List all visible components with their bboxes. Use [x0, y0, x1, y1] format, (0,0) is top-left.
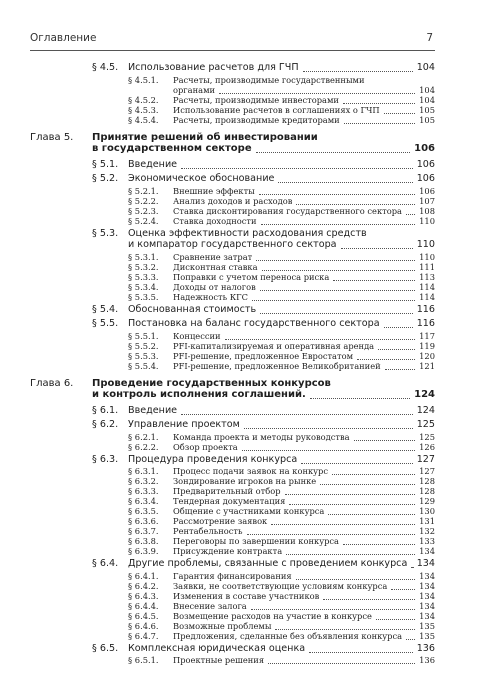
section-title: Управление проектом	[128, 419, 240, 430]
subsection-page: 104	[419, 84, 435, 95]
subsection-page: 130	[419, 506, 435, 516]
dot-leader	[323, 590, 415, 600]
subsection-title: Поправки с учетом переноса риска	[173, 271, 330, 282]
dot-leader	[411, 558, 413, 568]
subsection-number: § 6.4.1.	[128, 570, 159, 581]
section-title: Обоснованная стоимость	[128, 303, 257, 315]
subsection-number: § 6.3.7.	[128, 526, 159, 536]
chapter-number: Глава 6.	[30, 377, 74, 389]
section-title: Использование расчетов для ГЧП	[128, 62, 299, 73]
section-number: § 5.4.	[92, 303, 119, 315]
dot-leader	[289, 495, 415, 505]
section-row	[0, 419, 435, 431]
section-row	[0, 239, 435, 251]
subsection-number: § 5.2.1.	[128, 185, 159, 196]
subsection-title: Ставка доходности	[173, 215, 257, 226]
subsection-page: 104	[419, 94, 435, 105]
dot-leader	[333, 271, 415, 281]
section-row	[0, 304, 435, 316]
section-title: Оценка эффективности расходования средств	[128, 227, 367, 239]
subsection-row	[0, 114, 435, 126]
subsection-number: § 5.3.2.	[128, 261, 159, 272]
dot-leader	[252, 291, 415, 301]
dot-leader	[247, 525, 415, 535]
dot-leader	[260, 281, 415, 291]
section-page: 125	[416, 419, 435, 430]
section-title: Другие проблемы, связанные с проведением конкурса	[128, 558, 408, 569]
subsection-number: § 6.4.4.	[128, 600, 159, 611]
subsection-title: Анализ доходов и расходов	[173, 195, 293, 206]
chapter-title: Проведение государственных конкурсов	[92, 377, 331, 389]
dot-leader	[406, 630, 415, 640]
subsection-number: § 5.2.2.	[128, 195, 159, 206]
subsection-title: PFI-капитализируемая и оперативная аренда	[173, 340, 375, 351]
section-title: и компаратор государственного сектора	[128, 239, 337, 250]
section-number: § 6.4.	[92, 558, 119, 569]
section-row	[0, 62, 435, 74]
subsection-title: Заявки, не соответствующие условиям конкурса	[173, 580, 388, 591]
dot-leader	[385, 360, 415, 370]
subsection-number: § 5.3.3.	[128, 271, 159, 282]
subsection-title: PFI-решение, предложенное Великобританией	[173, 360, 381, 371]
dot-leader	[181, 405, 413, 415]
running-header-title: Оглавление	[30, 32, 97, 44]
dot-leader	[296, 570, 415, 580]
subsection-page: 135	[419, 630, 435, 641]
subsection-page: 128	[419, 476, 435, 486]
subsection-page: 111	[419, 261, 435, 272]
section-number: § 6.5.	[92, 642, 119, 654]
section-page: 116	[416, 318, 435, 329]
subsection-number: § 6.3.1.	[128, 466, 159, 476]
subsection-number: § 5.3.5.	[128, 291, 159, 302]
subsection-number: § 6.3.5.	[128, 506, 159, 516]
subsection-page: 132	[419, 526, 435, 536]
dot-leader	[354, 431, 415, 441]
subsection-page: 128	[419, 486, 435, 496]
chapter-row	[0, 378, 435, 390]
section-page: 124	[416, 404, 435, 416]
subsection-title: Команда проекта и методы руководства	[173, 431, 350, 442]
subsection-page: 136	[419, 655, 435, 665]
subsection-number: § 6.4.5.	[128, 610, 159, 621]
dot-leader	[262, 261, 415, 271]
section-row	[0, 454, 435, 466]
section-title: Постановка на баланс государственного сектора	[128, 318, 380, 329]
subsection-number: § 5.3.4.	[128, 281, 159, 292]
section-number: § 6.1.	[92, 404, 119, 416]
section-row	[0, 558, 435, 570]
subsection-number: § 4.5.3.	[128, 104, 159, 115]
subsection-page: 134	[419, 570, 435, 581]
subsection-number: § 6.3.8.	[128, 536, 159, 546]
subsection-row	[0, 630, 435, 642]
subsection-number: § 6.3.9.	[128, 546, 159, 556]
subsection-title: Зондирование игроков на рынке	[173, 476, 317, 486]
dot-leader	[406, 205, 415, 215]
subsection-number: § 4.5.2.	[128, 94, 159, 105]
subsection-title: Переговоры по завершении конкурса	[173, 536, 339, 546]
subsection-title: PFI-решение, предложенное Евростатом	[173, 350, 354, 361]
subsection-page: 110	[419, 251, 435, 262]
subsection-page: 110	[419, 215, 435, 226]
subsection-title: Концессии	[173, 330, 221, 341]
section-page: 106	[416, 173, 435, 184]
section-page: 104	[416, 62, 435, 73]
subsection-number: § 5.3.1.	[128, 251, 159, 262]
subsection-number: § 5.5.1.	[128, 330, 159, 341]
dot-leader	[181, 159, 413, 169]
section-page: 110	[416, 239, 435, 250]
subsection-row	[0, 654, 435, 666]
section-title: Введение	[128, 404, 178, 416]
subsection-title: Внесение залога	[173, 600, 247, 611]
subsection-number: § 5.5.3.	[128, 350, 159, 361]
dot-leader	[242, 441, 415, 451]
section-page: 136	[416, 642, 435, 654]
chapter-title: и контроль исполнения соглашений.	[92, 389, 306, 400]
section-row	[0, 228, 435, 240]
subsection-title: Возможные проблемы	[173, 620, 272, 631]
dot-leader	[256, 143, 410, 153]
subsection-title: Сравнение затрат	[173, 251, 253, 262]
subsection-title: Общение с участниками конкурса	[173, 506, 325, 516]
dot-leader	[384, 104, 415, 114]
dot-leader	[285, 485, 415, 495]
subsection-page: 134	[419, 600, 435, 611]
dot-leader	[328, 505, 415, 515]
dot-leader	[343, 535, 415, 545]
dot-leader	[391, 580, 415, 590]
section-number: § 5.5.	[92, 318, 119, 329]
chapter-number: Глава 5.	[30, 131, 74, 143]
section-row	[0, 318, 435, 330]
subsection-title: Тендерная документация	[173, 496, 286, 506]
subsection-number: § 5.2.4.	[128, 215, 159, 226]
subsection-number: § 5.2.3.	[128, 205, 159, 216]
chapter-page: 106	[414, 143, 435, 154]
section-row	[0, 643, 435, 655]
subsection-page: 134	[419, 580, 435, 591]
subsection-page: 119	[419, 340, 435, 351]
dot-leader	[301, 454, 413, 464]
subsection-page: 113	[419, 271, 435, 282]
section-number: § 4.5.	[92, 62, 119, 73]
subsection-title: Гарантия финансирования	[173, 570, 292, 581]
subsection-number: § 4.5.1.	[128, 74, 159, 85]
subsection-title: Рентабельность	[173, 526, 243, 536]
dot-leader	[275, 620, 415, 630]
dot-leader	[251, 600, 415, 610]
section-number: § 6.3.	[92, 453, 119, 465]
section-page: 116	[416, 303, 435, 315]
chapter-row	[0, 143, 435, 155]
subsection-number: § 6.3.6.	[128, 516, 159, 526]
dot-leader	[219, 84, 415, 94]
section-page: 106	[416, 158, 435, 170]
subsection-title: Присуждение контракта	[173, 546, 283, 556]
dot-leader	[357, 350, 415, 360]
subsection-number: § 6.4.3.	[128, 590, 159, 601]
dot-leader	[332, 465, 415, 475]
dot-leader	[259, 185, 415, 195]
dot-leader	[341, 239, 413, 249]
subsection-page: 117	[419, 330, 435, 341]
subsection-page: 134	[419, 610, 435, 621]
chapter-page: 124	[414, 389, 435, 400]
subsection-number: § 6.5.1.	[128, 655, 159, 665]
subsection-page: 105	[419, 104, 435, 115]
dot-leader	[320, 475, 415, 485]
subsection-page: 127	[419, 466, 435, 476]
subsection-title: Внешние эффекты	[173, 185, 255, 196]
dot-leader	[343, 94, 415, 104]
subsection-page: 133	[419, 536, 435, 546]
subsection-page: 126	[419, 441, 435, 452]
dot-leader	[296, 195, 415, 205]
section-row	[0, 159, 435, 171]
section-title: Экономическое обоснование	[128, 173, 275, 184]
subsection-page: 120	[419, 350, 435, 361]
subsection-page: 106	[419, 185, 435, 196]
subsection-number: § 6.4.6.	[128, 620, 159, 631]
dot-leader	[303, 62, 413, 72]
dot-leader	[384, 318, 413, 328]
subsection-page: 135	[419, 620, 435, 631]
subsection-title: Доходы от налогов	[173, 281, 256, 292]
dot-leader	[278, 173, 413, 183]
chapter-title: в государственном секторе	[92, 143, 252, 154]
subsection-title: Дисконтная ставка	[173, 261, 258, 272]
subsection-title: Использование расчетов в соглашениях о ГЧП	[173, 104, 380, 115]
subsection-page: 129	[419, 496, 435, 506]
subsection-page: 108	[419, 205, 435, 216]
section-title: Введение	[128, 158, 178, 170]
dot-leader	[310, 389, 410, 399]
chapter-row	[0, 132, 435, 144]
subsection-number: § 5.5.4.	[128, 360, 159, 371]
subsection-title: органами	[173, 84, 216, 95]
dot-leader	[260, 304, 413, 314]
subsection-page: 134	[419, 546, 435, 556]
subsection-row	[0, 215, 435, 227]
subsection-number: § 6.4.7.	[128, 630, 159, 641]
subsection-number: § 6.2.1.	[128, 431, 159, 442]
page-number: 7	[426, 32, 433, 44]
subsection-title: Расчеты, производимые кредиторами	[173, 114, 340, 125]
subsection-row	[0, 441, 435, 453]
section-page: 127	[416, 453, 435, 465]
subsection-row	[0, 360, 435, 372]
dot-leader	[261, 215, 415, 225]
subsection-title: Надежность КГС	[173, 291, 249, 302]
dot-leader	[344, 114, 415, 124]
dot-leader	[271, 515, 415, 525]
section-number: § 6.2.	[92, 419, 119, 430]
subsection-page: 105	[419, 114, 435, 125]
section-row	[0, 405, 435, 417]
dot-leader	[244, 419, 413, 429]
subsection-page: 107	[419, 195, 435, 206]
subsection-title: Ставка дисконтирования государственного сектора	[173, 205, 402, 216]
dot-leader	[225, 330, 415, 340]
subsection-title: Предложения, сделанные без объявления конкурса	[173, 630, 403, 641]
subsection-number: § 6.3.2.	[128, 476, 159, 486]
subsection-page: 114	[419, 291, 435, 302]
dot-leader	[378, 340, 415, 350]
dot-leader	[268, 654, 415, 664]
section-row	[0, 173, 435, 185]
section-number: § 5.2.	[92, 173, 119, 184]
subsection-row	[0, 545, 435, 557]
subsection-number: § 6.4.2.	[128, 580, 159, 591]
subsection-page: 114	[419, 281, 435, 292]
chapter-row	[0, 389, 435, 401]
section-title: Комплексная юридическая оценка	[128, 642, 306, 654]
dot-leader	[256, 251, 415, 261]
subsection-title: Изменения в составе участников	[173, 590, 320, 601]
subsection-title: Процесс подачи заявок на конкурс	[173, 466, 328, 476]
section-page: 134	[416, 558, 435, 569]
subsection-title: Обзор проекта	[173, 441, 238, 452]
subsection-number: § 6.3.3.	[128, 486, 159, 496]
dot-leader	[376, 610, 415, 620]
subsection-title: Расчеты, производимые инвесторами	[173, 94, 339, 105]
subsection-page: 125	[419, 431, 435, 442]
section-title: Процедура проведения конкурса	[128, 453, 298, 465]
dot-leader	[286, 545, 415, 555]
chapter-title: Принятие решений об инвестировании	[92, 131, 318, 143]
subsection-number: § 4.5.4.	[128, 114, 159, 125]
subsection-title: Возмещение расходов на участие в конкурсе	[173, 610, 372, 621]
section-number: § 5.3.	[92, 227, 119, 239]
subsection-title: Расчеты, производимые государственными	[173, 74, 365, 85]
subsection-row	[0, 291, 435, 303]
dot-leader	[309, 643, 413, 653]
subsection-page: 121	[419, 360, 435, 371]
subsection-page: 131	[419, 516, 435, 526]
subsection-number: § 6.3.4.	[128, 496, 159, 506]
section-number: § 5.1.	[92, 158, 119, 170]
subsection-title: Предварительный отбор	[173, 486, 281, 496]
subsection-number: § 5.5.2.	[128, 340, 159, 351]
subsection-title: Проектные решения	[173, 655, 265, 665]
subsection-number: § 6.2.2.	[128, 441, 159, 452]
subsection-page: 134	[419, 590, 435, 601]
subsection-title: Рассмотрение заявок	[173, 516, 268, 526]
